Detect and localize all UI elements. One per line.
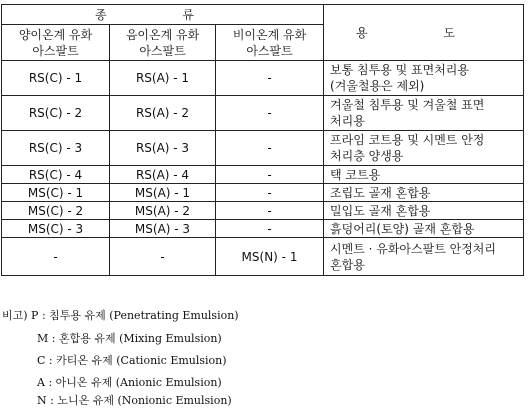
nonionic-cell: MS(N) - 1 <box>216 238 324 276</box>
usage-cell <box>324 61 524 96</box>
usage-line: 프라임 코트용 및 시멘트 안정 <box>330 133 485 147</box>
usage-cell <box>324 131 524 166</box>
nonionic-header-line2: 아스팔트 <box>246 43 293 58</box>
usage-line: 처리용 <box>330 114 365 128</box>
anionic-cell: - <box>110 238 216 276</box>
table-row <box>2 238 524 276</box>
table-row <box>2 61 524 96</box>
note-nonionic: N : 노니온 유제 (Nonionic Emulsion) <box>37 394 232 407</box>
nonionic-header <box>216 25 324 61</box>
usage-cell: 밀입도 골재 혼합용 <box>324 202 524 220</box>
anionic-cell: RS(A) - 4 <box>110 166 216 184</box>
nonionic-cell: - <box>216 131 324 166</box>
cationic-header-line2: 아스팔트 <box>32 43 79 58</box>
anionic-cell: MS(A) - 2 <box>110 202 216 220</box>
cationic-cell: MS(C) - 2 <box>2 202 110 220</box>
note-cationic: C : 카티온 유제 (Cationic Emulsion) <box>37 354 227 367</box>
table-row <box>2 96 524 131</box>
anionic-cell: MS(A) - 1 <box>110 184 216 202</box>
usage-line: 보통 침투용 및 표면처리용 <box>330 63 469 77</box>
anionic-cell: RS(A) - 2 <box>110 96 216 131</box>
nonionic-cell: - <box>216 220 324 238</box>
nonionic-cell: - <box>216 184 324 202</box>
usage-cell: 택 코트용 <box>324 166 524 184</box>
cationic-cell: MS(C) - 3 <box>2 220 110 238</box>
note-anionic: A : 아니온 유제 (Anionic Emulsion) <box>37 376 222 389</box>
table-row <box>2 220 524 238</box>
usage-cell: 흙덩어리(토양) 골재 혼합용 <box>324 220 524 238</box>
cationic-cell: RS(C) - 4 <box>2 166 110 184</box>
table-row <box>2 131 524 166</box>
cationic-cell: RS(C) - 2 <box>2 96 110 131</box>
nonionic-cell: - <box>216 61 324 96</box>
anionic-header <box>110 25 216 61</box>
nonionic-cell: - <box>216 166 324 184</box>
note-penetrating: 비고) P : 침투용 유제 (Penetrating Emulsion) <box>2 309 239 322</box>
cationic-cell: - <box>2 238 110 276</box>
anionic-header-line2: 아스팔트 <box>139 43 186 58</box>
usage-cell <box>324 96 524 131</box>
table-row <box>2 202 524 220</box>
type-header: 종 류 <box>2 5 324 25</box>
nonionic-cell: - <box>216 202 324 220</box>
usage-cell <box>324 238 524 276</box>
anionic-cell: RS(A) - 3 <box>110 131 216 166</box>
usage-header: 용 도 <box>324 5 524 61</box>
cationic-cell: RS(C) - 3 <box>2 131 110 166</box>
usage-line: 혼합용 <box>330 257 365 272</box>
asphalt-emulsion-table <box>1 4 524 276</box>
cationic-header-line1: 양이온계 유화 <box>18 27 93 42</box>
cationic-header <box>2 25 110 61</box>
usage-line: 겨울철 침투용 및 겨울철 표면 <box>330 98 485 112</box>
table-row <box>2 184 524 202</box>
table-row <box>2 166 524 184</box>
anionic-cell: MS(A) - 3 <box>110 220 216 238</box>
usage-line: 시멘트 · 유화아스팔트 안정처리 <box>330 241 496 256</box>
usage-cell: 조립도 골재 혼합용 <box>324 184 524 202</box>
header-row-1 <box>2 5 524 25</box>
usage-line: 처리층 양생용 <box>330 149 404 163</box>
cationic-cell: MS(C) - 1 <box>2 184 110 202</box>
usage-line: (겨울철용은 제외) <box>330 79 425 93</box>
note-mixing: M : 혼합용 유제 (Mixing Emulsion) <box>37 332 222 345</box>
nonionic-header-line1: 비이온계 유화 <box>232 27 307 42</box>
nonionic-cell: - <box>216 96 324 131</box>
anionic-cell: RS(A) - 1 <box>110 61 216 96</box>
cationic-cell: RS(C) - 1 <box>2 61 110 96</box>
anionic-header-line1: 음이온계 유화 <box>125 27 200 42</box>
